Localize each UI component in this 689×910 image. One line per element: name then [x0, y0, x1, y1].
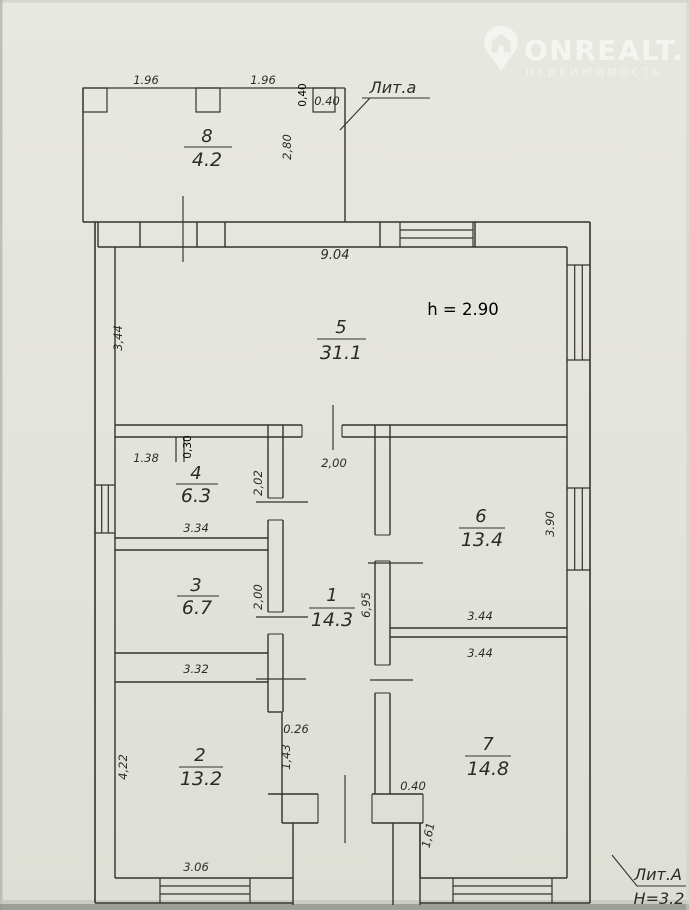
labels [111, 73, 684, 908]
window-top-room5 [400, 222, 473, 247]
map-pin-house-icon [484, 26, 518, 71]
dim-room4-offset: 1.38 [133, 451, 159, 465]
room5-area: 31.1 [319, 342, 363, 364]
room3-area: 6.7 [181, 597, 213, 619]
room6-area: 13.4 [460, 529, 504, 551]
dim-veranda-pier-h: 0.40 [314, 94, 340, 108]
litera-bottom-label: Лит.А [634, 865, 682, 884]
dim-porch-side: 1,61 [418, 821, 438, 850]
dim-hall-length: 6,95 [359, 592, 373, 618]
window-left-room4 [95, 485, 115, 533]
dim-veranda-bay-right: 1.96 [250, 73, 276, 87]
dim-room2-bottom: 3.06 [183, 860, 209, 874]
dim-room4-door-side: 2,02 [251, 470, 265, 496]
watermark-brand: ONREALT. [524, 34, 685, 67]
dim-room3-door-side: 2,00 [251, 584, 265, 610]
room5-number: 5 [335, 317, 347, 338]
room2-area: 13.2 [179, 768, 223, 790]
dim-room5-left: 3,44 [111, 325, 125, 351]
window-bottom-room2 [160, 878, 250, 903]
room8-area: 4.2 [191, 149, 223, 171]
room4-area: 6.3 [180, 485, 212, 507]
dim-nook-side: 1,43 [279, 744, 293, 770]
dim-nook-step: 0.26 [283, 722, 309, 736]
room1-number: 1 [326, 585, 338, 606]
dim-room4-width: 3.34 [183, 521, 209, 535]
ceiling-height-label: h = 2.90 [427, 300, 499, 319]
window-right-room6 [567, 488, 590, 570]
dim-door-offset: 0.40 [400, 779, 426, 793]
dim-room7-width: 3.44 [467, 646, 493, 660]
dim-room3-width: 3.32 [183, 662, 209, 676]
litera-top-leader [340, 98, 430, 130]
room4-number: 4 [190, 463, 202, 484]
dim-veranda-bay-left: 1.96 [133, 73, 159, 87]
room3-number: 3 [190, 575, 202, 596]
watermark-subtitle: НЕДВИЖИМОСТЬ [526, 67, 664, 79]
room6-number: 6 [475, 506, 487, 527]
dim-room4-stub: 0,30 [182, 435, 194, 459]
room7-number: 7 [482, 734, 494, 755]
dim-room6-window-side: 3.90 [543, 511, 557, 537]
door-ticks [180, 196, 423, 843]
dim-room5-width: 9.04 [320, 248, 350, 263]
room8-number: 8 [201, 126, 213, 147]
litera-bottom-height: Н=3.2 [633, 889, 685, 908]
window-right-room5 [567, 265, 590, 360]
room7-area: 14.8 [466, 758, 510, 780]
dim-veranda-depth: 2,80 [280, 134, 294, 160]
dim-hall-top: 2,00 [321, 456, 347, 470]
room2-number: 2 [194, 745, 206, 766]
dim-veranda-pier-v: 0,40 [297, 83, 309, 107]
walls [83, 88, 590, 905]
dim-room2-left: 4,22 [116, 754, 130, 780]
room1-area: 14.3 [310, 609, 354, 631]
watermark [484, 26, 684, 79]
litera-top-label: Лит.а [369, 78, 417, 97]
window-bottom-room7 [453, 878, 552, 903]
dim-room6-width: 3.44 [467, 609, 493, 623]
